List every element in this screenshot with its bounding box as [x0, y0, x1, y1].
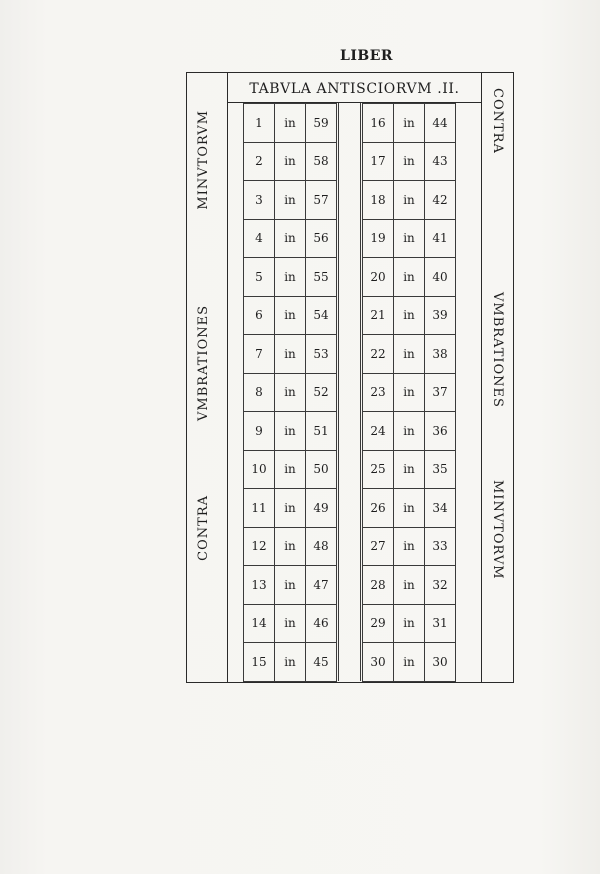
in-cell: in — [275, 142, 306, 181]
antiscion-cell: 36 — [425, 412, 456, 451]
antiscion-cell: 30 — [425, 643, 456, 682]
in-cell: in — [275, 296, 306, 335]
degree-cell: 5 — [244, 258, 275, 297]
degree-cell: 3 — [244, 181, 275, 220]
degree-cell: 10 — [244, 450, 275, 489]
degree-cell: 19 — [363, 219, 394, 258]
in-cell: in — [275, 489, 306, 528]
antiscion-cell: 40 — [425, 258, 456, 297]
table-row — [363, 142, 456, 181]
table-row — [363, 566, 456, 605]
table-row — [244, 335, 337, 374]
antiscion-cell: 31 — [425, 604, 456, 643]
degree-cell: 30 — [363, 643, 394, 682]
antiscion-cell: 51 — [306, 412, 337, 451]
antiscion-cell: 49 — [306, 489, 337, 528]
table-row — [363, 104, 456, 143]
table-row — [244, 527, 337, 566]
in-cell: in — [275, 643, 306, 682]
degree-cell: 22 — [363, 335, 394, 374]
antiscion-cell: 56 — [306, 219, 337, 258]
antiscion-cell: 47 — [306, 566, 337, 605]
table-row — [363, 527, 456, 566]
in-cell: in — [394, 373, 425, 412]
table-row — [244, 566, 337, 605]
in-cell: in — [275, 412, 306, 451]
degree-cell: 4 — [244, 219, 275, 258]
degree-cell: 1 — [244, 104, 275, 143]
in-cell: in — [275, 450, 306, 489]
in-cell: in — [275, 566, 306, 605]
antiscion-cell: 39 — [425, 296, 456, 335]
table-row — [244, 489, 337, 528]
degree-cell: 16 — [363, 104, 394, 143]
antiscion-cell: 43 — [425, 142, 456, 181]
table-row — [363, 335, 456, 374]
antiscion-cell: 48 — [306, 527, 337, 566]
degree-cell: 9 — [244, 412, 275, 451]
table-row — [363, 181, 456, 220]
table-row — [363, 450, 456, 489]
degree-cell: 28 — [363, 566, 394, 605]
antiscion-cell: 37 — [425, 373, 456, 412]
in-cell: in — [394, 258, 425, 297]
antiscion-cell: 45 — [306, 643, 337, 682]
table-row — [244, 450, 337, 489]
degree-cell: 8 — [244, 373, 275, 412]
degree-cell: 23 — [363, 373, 394, 412]
table-row — [244, 104, 337, 143]
table-row — [244, 296, 337, 335]
antiscion-cell: 57 — [306, 181, 337, 220]
degree-cell: 20 — [363, 258, 394, 297]
in-cell: in — [394, 527, 425, 566]
antiscion-cell: 38 — [425, 335, 456, 374]
in-cell: in — [275, 104, 306, 143]
antiscion-cell: 58 — [306, 142, 337, 181]
in-cell: in — [394, 219, 425, 258]
degree-cell: 11 — [244, 489, 275, 528]
right-label-middle: VMBRATIONES — [490, 292, 505, 408]
table-row — [363, 643, 456, 682]
antiscion-cell: 44 — [425, 104, 456, 143]
degree-cell: 13 — [244, 566, 275, 605]
left-label-bottom: CONTRA — [196, 495, 211, 561]
table-row — [244, 142, 337, 181]
in-cell: in — [275, 258, 306, 297]
table-row — [244, 373, 337, 412]
degree-cell: 18 — [363, 181, 394, 220]
antiscion-cell: 52 — [306, 373, 337, 412]
table-row — [363, 219, 456, 258]
antiscion-cell: 54 — [306, 296, 337, 335]
in-cell: in — [394, 412, 425, 451]
table-row — [363, 373, 456, 412]
degree-cell: 15 — [244, 643, 275, 682]
left-label-middle: VMBRATIONES — [196, 305, 211, 421]
degree-cell: 29 — [363, 604, 394, 643]
table-row — [363, 296, 456, 335]
in-cell: in — [275, 219, 306, 258]
antiscion-cell: 50 — [306, 450, 337, 489]
table-row — [244, 219, 337, 258]
in-cell: in — [394, 489, 425, 528]
table-row — [363, 489, 456, 528]
in-cell: in — [275, 335, 306, 374]
in-cell: in — [394, 142, 425, 181]
antiscion-cell: 35 — [425, 450, 456, 489]
in-cell: in — [275, 181, 306, 220]
antiscion-cell: 41 — [425, 219, 456, 258]
left-label-top: MINVTORVM — [196, 110, 211, 210]
table-row — [244, 181, 337, 220]
right-label-top: CONTRA — [490, 88, 505, 154]
degree-cell: 17 — [363, 142, 394, 181]
degree-cell: 12 — [244, 527, 275, 566]
degree-cell: 27 — [363, 527, 394, 566]
degree-cell: 21 — [363, 296, 394, 335]
table-row — [363, 604, 456, 643]
antiscion-cell: 53 — [306, 335, 337, 374]
in-cell: in — [394, 643, 425, 682]
antiscion-cell: 34 — [425, 489, 456, 528]
table-title: TABVLA ANTISCIORVM .II. — [249, 81, 460, 97]
table-row — [363, 258, 456, 297]
table-row — [363, 412, 456, 451]
table-row — [244, 643, 337, 682]
table-row — [244, 604, 337, 643]
antiscion-cell: 32 — [425, 566, 456, 605]
degree-cell: 26 — [363, 489, 394, 528]
antiscion-cell: 55 — [306, 258, 337, 297]
right-label-bottom: MINVTORVM — [490, 480, 505, 580]
in-cell: in — [275, 373, 306, 412]
in-cell: in — [394, 450, 425, 489]
in-cell: in — [275, 527, 306, 566]
antiscion-cell: 42 — [425, 181, 456, 220]
degree-cell: 24 — [363, 412, 394, 451]
antiscion-cell: 33 — [425, 527, 456, 566]
right-antiscia-table — [362, 103, 456, 682]
in-cell: in — [394, 604, 425, 643]
degree-cell: 6 — [244, 296, 275, 335]
degree-cell: 25 — [363, 450, 394, 489]
table-row — [244, 412, 337, 451]
in-cell: in — [275, 604, 306, 643]
in-cell: in — [394, 335, 425, 374]
running-head: LIBER — [340, 48, 394, 64]
degree-cell: 7 — [244, 335, 275, 374]
in-cell: in — [394, 566, 425, 605]
left-antiscia-table — [243, 103, 337, 682]
in-cell: in — [394, 104, 425, 143]
column-gutter — [338, 103, 361, 681]
degree-cell: 2 — [244, 142, 275, 181]
in-cell: in — [394, 181, 425, 220]
degree-cell: 14 — [244, 604, 275, 643]
in-cell: in — [394, 296, 425, 335]
antiscion-cell: 59 — [306, 104, 337, 143]
table-row — [244, 258, 337, 297]
antiscion-cell: 46 — [306, 604, 337, 643]
